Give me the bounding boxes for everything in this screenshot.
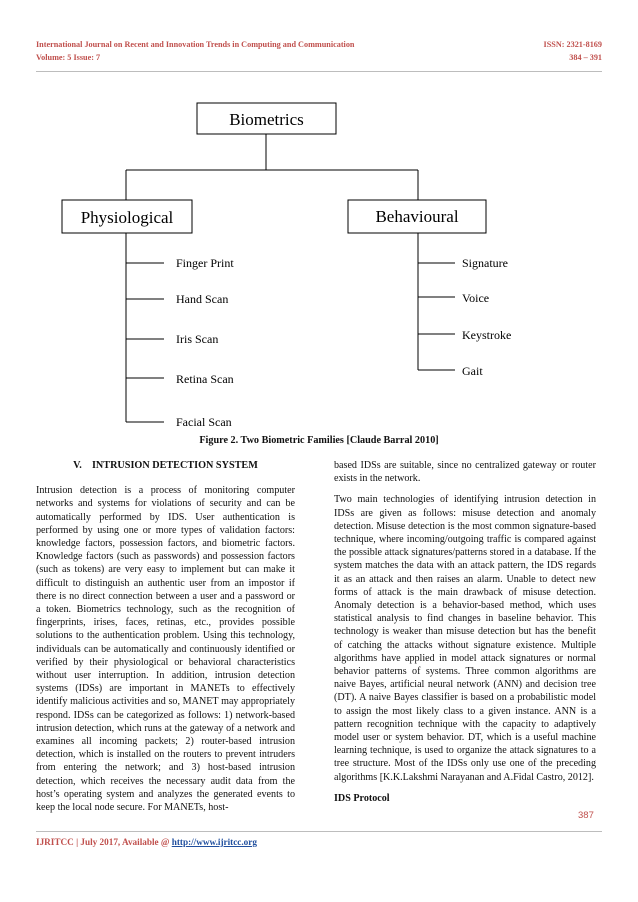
subsection-heading: IDS Protocol xyxy=(334,792,390,804)
page-number: 387 xyxy=(578,810,594,821)
right-item: Gait xyxy=(462,364,483,378)
physiological-label: Physiological xyxy=(80,208,174,227)
figure-caption: Figure 2. Two Biometric Families [Claude Barral 2010] xyxy=(199,435,439,446)
right-column xyxy=(334,459,596,813)
biometric-families-diagram xyxy=(0,0,638,440)
left-item: Retina Scan xyxy=(176,372,234,386)
right-item: Keystroke xyxy=(462,328,512,342)
paragraph: Two main technologies of identifying intrusion detection in IDSs are given as follows: misuse detection and anomaly detection. Misuse detection is the most common signature-based technique, where incoming/outgoing traffic is compared against the possible attack signatures/patterns stored in a database. If the system matches the data with an attack pattern, the IDS regards it as an attack and then raises an alarm. Unable to detect new forms of attack is the main drawback of misuse detection. Anomaly detection is a behavior-based method, which uses statistical analysis to find changes in baseline behavior. This technology is weaker than misuse detection but has the benefit of catching the attacks without signature existence. Multiple algorithms have applied in model attack signatures or normal behavior patterns of systems. Three common algorithms are naive Bayes, artificial neural network (ANN) and decision tree (DT). A naive Bayes classifier is based on a probabilistic model to assign the most likely class to a given instance. ANN is a pattern recognition technique with the capacity to adaptively model user or system behavior. DT, which is a useful machine learning technique, is used to organize the attack signatures to a tree structure. Most of the IDSs only use one of the preceding algorithms [K.K.Lakshmi Narayanan and A.Fidal Castro, 2012]. xyxy=(334,494,596,783)
journal-link[interactable]: http://www.ijritcc.org xyxy=(171,837,257,847)
root-label: Biometrics xyxy=(229,110,304,129)
left-item: Hand Scan xyxy=(176,292,229,306)
left-item: Finger Print xyxy=(176,256,234,270)
right-item: Signature xyxy=(462,256,508,270)
left-column xyxy=(36,459,295,822)
footer xyxy=(36,837,257,847)
issn: ISSN: 2321-8169 xyxy=(543,40,602,49)
left-item: Facial Scan xyxy=(176,415,232,429)
footer-text: IJRITCC | July 2017, Available @ xyxy=(36,837,172,847)
page-range: 384 – 391 xyxy=(569,53,602,62)
section-heading: V. INTRUSION DETECTION SYSTEM xyxy=(73,460,258,471)
journal-title: International Journal on Recent and Innovation Trends in Computing and Communication xyxy=(36,40,355,49)
left-item: Iris Scan xyxy=(176,332,219,346)
right-item: Voice xyxy=(462,291,490,305)
volume-issue: Volume: 5 Issue: 7 xyxy=(36,53,101,62)
footer-divider xyxy=(36,831,602,832)
paragraph: Intrusion detection is a process of monitoring computer networks and systems for violations of security and can be automatically performed by IDS. User authentication is performed by using one or more types of validation factors: knowledge factors, possession factors, and biometric factors. Knowledge factors (such as passwords) and possession factors (such as tokens) are very easy to implement but can make it difficult to distinguish an authentic user from an impostor if there is no direct connection between a user and a password or a token. Biometrics technology, such as the recognition of fingerprints, irises, faces, retinas, etc., provides possible solutions to the authentication problem. Using this technology, individuals can be automatically and continuously identified or verified by their physiological or behavioral characteristics without user interruption. In addition, intrusion detection systems (IDSs) are important in MANETs to effectively identify malicious activities and so, MANET may appropriately respond. IDSs can be categorized as follows: 1) network-based intrusion detection, which runs at the gateway of a network and examines all incoming packets; 2) router-based intrusion detection, which is installed on the routers to prevent intruders from entering the network; and 3) host-based intrusion detection, which receives the necessary audit data from the host’s operating system and analyzes the generated events to keep the local node secure. For MANETs, host- xyxy=(36,485,295,814)
paragraph: based IDSs are suitable, since no centralized gateway or router exists in the network. xyxy=(334,460,596,485)
behavioural-label: Behavioural xyxy=(375,207,459,226)
